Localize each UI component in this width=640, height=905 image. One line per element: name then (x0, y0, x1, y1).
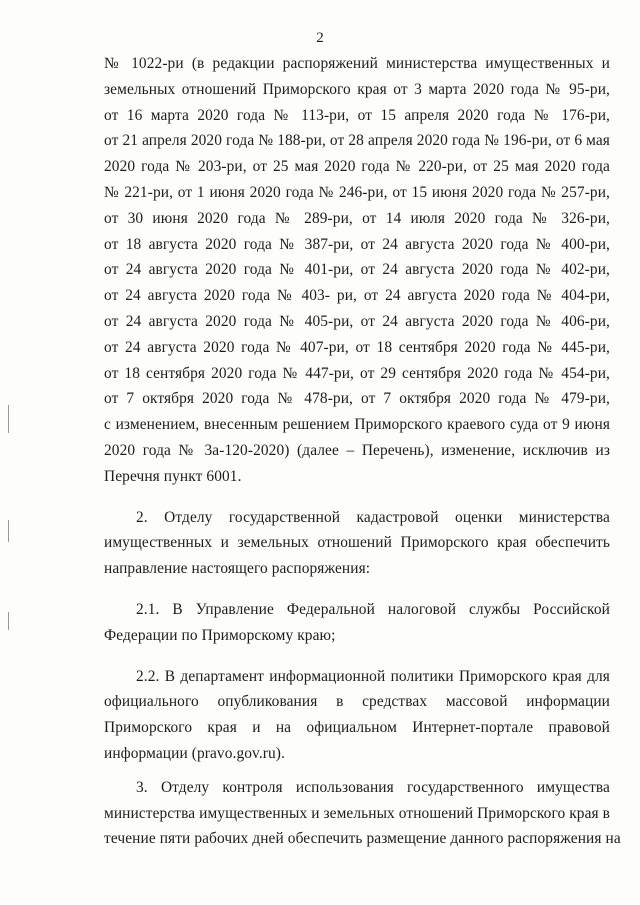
text-line: от 21 апреля 2020 года № 188-ри, от 28 апреля 2020 года № 196-ри, от 6 мая (104, 132, 610, 150)
document-body (104, 51, 621, 852)
text-line: от 24 августа 2020 года № 405-ри, от 24 августа 2020 года № 406-ри, (104, 312, 610, 330)
paragraph-1 (104, 51, 610, 490)
text-line: имущественных и земельных отношений Приморского края обеспечить (104, 534, 610, 552)
paragraph-3 (104, 597, 610, 649)
paragraph-5 (104, 775, 621, 852)
text-line: Федерации по Приморскому краю; (104, 626, 336, 644)
text-line: от 30 июня 2020 года № 289-ри, от 14 июля 2020 года № 326-ри, (104, 209, 610, 227)
text-line: информации (pravo.gov.ru). (104, 744, 285, 762)
text-line: 2020 года № 3а-120-2020) (далее – Перечень), изменение, исключив из (104, 441, 610, 459)
text-line: от 16 марта 2020 года № 113-ри, от 15 апреля 2020 года № 176-ри, (104, 106, 610, 124)
text-line: течение пяти рабочих дней обеспечить размещение данного распоряжения на (104, 830, 621, 848)
paragraph-4 (104, 664, 610, 767)
text-line: от 24 августа 2020 года № 407-ри, от 18 сентября 2020 года № 445-ри, (104, 338, 610, 356)
text-line: министерства имущественных и земельных отношений Приморского края в (104, 804, 611, 822)
page-number: 2 (316, 30, 324, 46)
text-line: с изменением, внесенным решением Приморского краевого суда от 9 июня (104, 416, 610, 434)
paragraph-2 (104, 505, 610, 582)
text-line: земельных отношений Приморского края от 3 марта 2020 года № 95-ри, (104, 80, 610, 98)
text-line: от 24 августа 2020 года № 401-ри, от 24 августа 2020 года № 402-ри, (104, 261, 610, 279)
scan-margin-mark (8, 612, 9, 630)
text-line: от 18 сентября 2020 года № 447-ри, от 29 сентября 2020 года № 454-ри, (104, 364, 610, 382)
text-line: № 1022-ри (в редакции распоряжений министерства имущественных и (104, 55, 610, 72)
text-line: от 18 августа 2020 года № 387-ри, от 24 августа 2020 года № 400-ри, (104, 235, 610, 253)
scan-margin-mark (8, 405, 9, 433)
text-line: 2.1. В Управление Федеральной налоговой службы Российской (136, 600, 610, 618)
text-line: 3. Отделу контроля использования государственного имущества (136, 778, 610, 796)
text-line: 2. Отделу государственной кадастровой оценки министерства (136, 508, 610, 526)
text-line: Приморского края и на официальном Интернет-портале правовой (104, 719, 610, 737)
text-line: официального опубликования в средствах массовой информации (104, 693, 610, 711)
scan-margin-mark (8, 520, 9, 542)
text-line: направление настоящего распоряжения: (104, 560, 371, 578)
text-line: Перечня пункт 6001. (104, 467, 242, 485)
text-line: от 24 августа 2020 года № 403- ри, от 24 августа 2020 года № 404-ри, (104, 287, 610, 305)
text-line: 2.2. В департамент информационной политики Приморского края для (136, 667, 610, 685)
text-line: от 7 октября 2020 года № 478-ри, от 7 октября 2020 года № 479-ри, (104, 390, 610, 408)
text-line: 2020 года № 203-ри, от 25 мая 2020 года № 220-ри, от 25 мая 2020 года (104, 158, 610, 176)
text-line: № 221-ри, от 1 июня 2020 года № 246-ри, от 15 июня 2020 года № 257-ри, (104, 183, 610, 201)
